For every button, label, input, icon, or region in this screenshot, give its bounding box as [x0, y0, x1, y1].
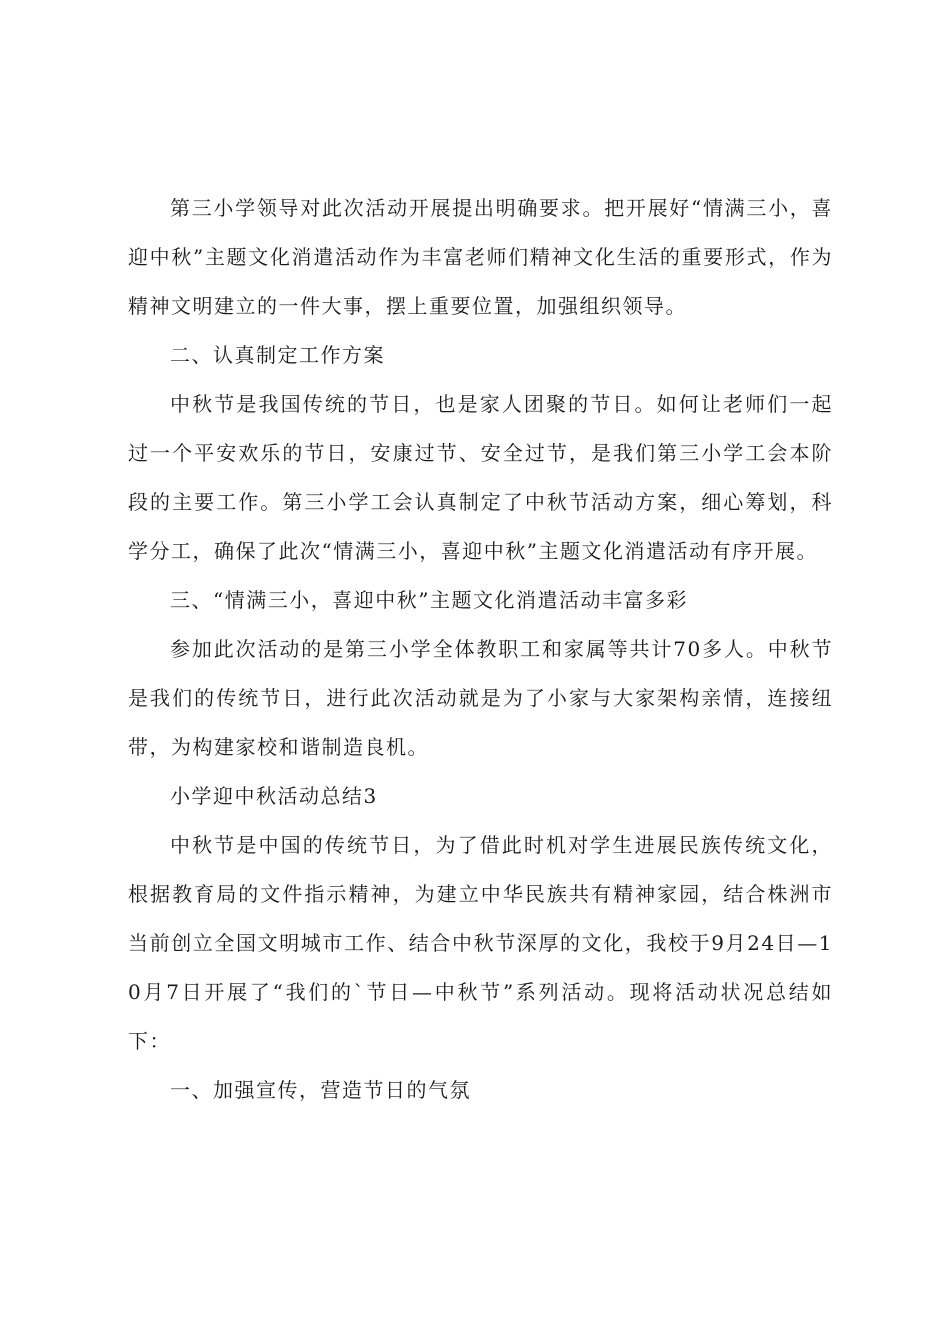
paragraph-leadership-requirements: 第三小学领导对此次活动开展提出明确要求。把开展好“情满三小，喜迎中秋”主题文化消遣活动作为丰富老师们精神文化生活的重要形式，作为精神文明建立的一件大事，摆上重要位置，加强组织领导。: [128, 196, 833, 318]
paragraph-participants: 参加此次活动的是第三小学全体教职工和家属等共计70多人。中秋节是我们的传统节日，进行此次活动就是为了小家与大家架构亲情，连接纽带，为构建家校和谐制造良机。: [128, 637, 833, 759]
section-heading-activities: 三、“情满三小，喜迎中秋”主题文化消遣活动丰富多彩: [170, 588, 688, 612]
section-heading-summary-3: 小学迎中秋活动总结3: [170, 784, 378, 808]
paragraph-mid-autumn-plan: 中秋节是我国传统的节日，也是家人团聚的节日。如何让老师们一起过一个平安欢乐的节日，安康过节、安全过节，是我们第三小学工会本阶段的主要工作。第三小学工会认真制定了中秋节活动方案，细心筹划，科学分工，确保了此次“情满三小，喜迎中秋”主题文化消遣活动有序开展。: [128, 392, 833, 563]
paragraph-summary-intro: 中秋节是中国的传统节日，为了借此时机对学生进展民族传统文化，根据教育局的文件指示精神，为建立中华民族共有精神家园，结合株洲市当前创立全国文明城市工作、结合中秋节深厚的文化，我校于9月24日—10月7日开展了“我们的`节日—中秋节”系列活动。现将活动状况总结如下：: [128, 833, 833, 1053]
section-heading-publicity: 一、加强宣传，营造节日的气氛: [170, 1078, 471, 1102]
section-heading-work-plan: 二、认真制定工作方案: [170, 343, 385, 367]
document-body: [128, 184, 833, 1115]
